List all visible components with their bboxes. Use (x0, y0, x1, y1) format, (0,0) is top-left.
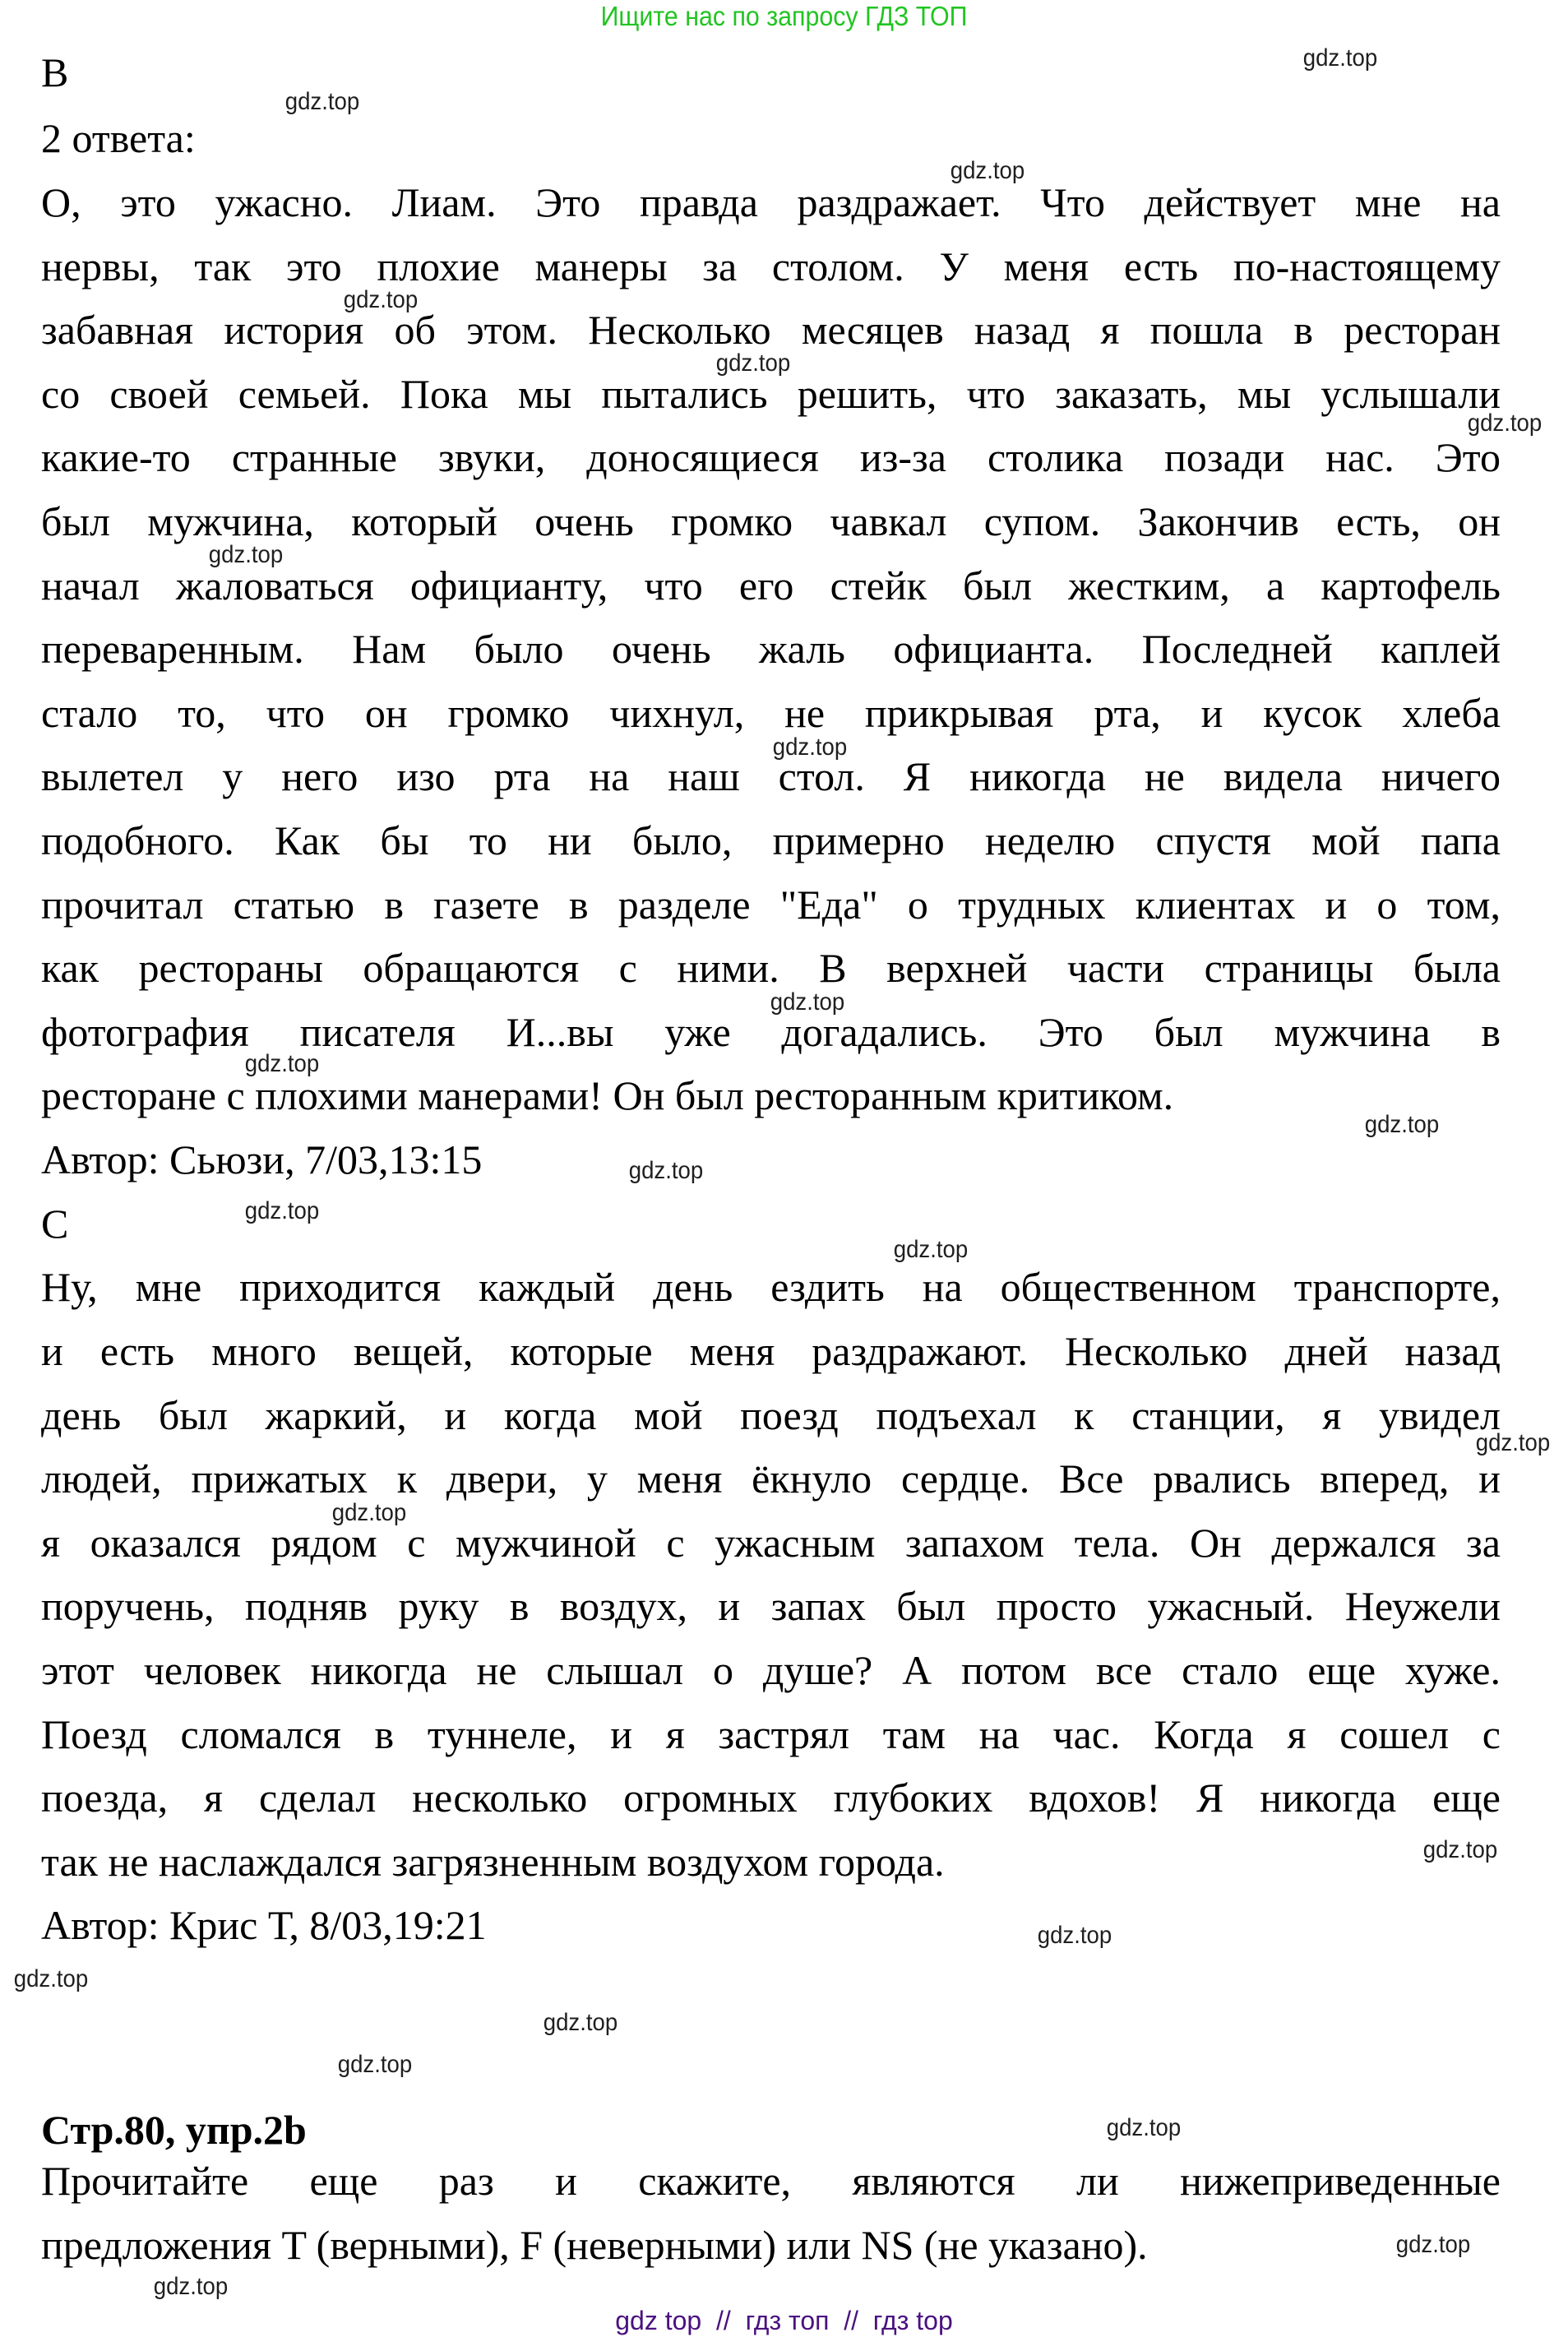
section-c-line: Ну, мне приходится каждый день ездить на общественном транспорте, (41, 1264, 1501, 1310)
section-b-line: фотография писателя И...вы уже догадались. Это был мужчина в (41, 1009, 1501, 1055)
section-c-line: этот человек никогда не слышал о душе? А потом все стало еще хуже. (41, 1647, 1501, 1693)
watermark-text: gdz.top (628, 1157, 704, 1184)
section-b-line: со своей семьей. Пока мы пытались решить, что заказать, мы услышали (41, 371, 1501, 417)
section-b-letter: B (41, 49, 69, 95)
watermark-text: gdz.top (1475, 1429, 1551, 1456)
watermark-text: gdz.top (950, 157, 1025, 184)
section-b-line: какие-то странные звуки, доносящиеся из-за столика позади нас. Это (41, 434, 1501, 480)
section-b-line: забавная история об этом. Несколько месяцев назад я пошла в ресторан (41, 307, 1501, 353)
section-c-letter: C (41, 1201, 69, 1247)
watermark-text: gdz.top (343, 286, 419, 313)
exercise-instruction-line: предложения T (верными), F (неверными) или NS (не указано). (41, 2222, 1148, 2268)
watermark-text: gdz.top (893, 1236, 969, 1263)
section-c-line: день был жаркий, и когда мой поезд подъехал к станции, я увидел (41, 1392, 1501, 1438)
section-c-line: так не наслаждался загрязненным воздухом города. (41, 1839, 945, 1885)
watermark-text: gdz.top (1395, 2231, 1471, 2258)
watermark-text: gdz.top (770, 988, 845, 1016)
section-c-line: я оказался рядом с мужчиной с ужасным запахом тела. Он держался за (41, 1520, 1501, 1566)
watermark-text: gdz.top (1422, 1836, 1498, 1863)
section-c-line: поезда, я сделал несколько огромных глубоких вдохов! Я никогда еще (41, 1775, 1501, 1821)
exercise-heading: Стр.80, упр.2b (41, 2107, 307, 2153)
watermark-text: gdz.top (715, 349, 791, 377)
watermark-text: gdz.top (1364, 1111, 1440, 1138)
section-b-author: Автор: Сьюзи, 7/03,13:15 (41, 1136, 483, 1182)
watermark-text: gdz.top (284, 88, 360, 115)
search-banner: Ищите нас по запросу ГДЗ ТОП (600, 1, 968, 31)
watermark-text: gdz.top (208, 541, 284, 568)
section-c-line: поручень, подняв руку в воздух, и запах был просто ужасный. Неужели (41, 1583, 1501, 1629)
watermark-text: gdz.top (337, 2051, 413, 2078)
watermark-text: gdz.top (13, 1965, 89, 1992)
section-b-line: нервы, так это плохие манеры за столом. У меня есть по-настоящему (41, 243, 1501, 289)
watermark-text: gdz.top (543, 2009, 618, 2036)
watermark-text: gdz.top (1467, 410, 1543, 437)
section-c-line: Поезд сломался в туннеле, и я застрял там на час. Когда я сошел с (41, 1711, 1501, 1757)
watermark-text: gdz.top (244, 1197, 320, 1224)
section-c-author: Автор: Крис Т, 8/03,19:21 (41, 1902, 487, 1948)
section-b-line: О, это ужасно. Лиам. Это правда раздражает. Что действует мне на (41, 179, 1501, 225)
watermark-text: gdz.top (772, 733, 848, 761)
watermark-text: gdz.top (1106, 2114, 1182, 2141)
answers-count-label: 2 ответа: (41, 115, 196, 161)
watermark-text: gdz.top (153, 2273, 229, 2300)
watermark-text: gdz.top (1302, 44, 1378, 72)
section-b-line: вылетел у него изо рта на наш стол. Я никогда не видела ничего (41, 753, 1501, 799)
footer-watermark: gdz top // гдз топ // гдз top (615, 2306, 953, 2335)
section-b-line: подобного. Как бы то ни было, примерно неделю спустя мой папа (41, 817, 1501, 863)
section-b-line: переваренным. Нам было очень жаль официанта. Последней каплей (41, 626, 1501, 672)
section-b-line: прочитал статью в газете в разделе "Еда" о трудных клиентах и о том, (41, 882, 1501, 928)
section-b-line: начал жаловаться официанту, что его стейк был жестким, а картофель (41, 562, 1501, 609)
section-b-line: ресторане с плохими манерами! Он был ресторанным критиком. (41, 1072, 1174, 1118)
watermark-text: gdz.top (331, 1499, 407, 1526)
section-b-line: стало то, что он громко чихнул, не прикрывая рта, и кусок хлеба (41, 690, 1501, 736)
watermark-text: gdz.top (1037, 1922, 1112, 1949)
section-b-line: был мужчина, который очень громко чавкал супом. Закончив есть, он (41, 498, 1501, 544)
watermark-text: gdz.top (244, 1050, 320, 1077)
section-c-line: и есть много вещей, которые меня раздражают. Несколько дней назад (41, 1328, 1501, 1374)
exercise-instruction-line: Прочитайте еще раз и скажите, являются ли нижеприведенные (41, 2158, 1501, 2204)
section-c-line: людей, прижатых к двери, у меня ёкнуло сердце. Все рвались вперед, и (41, 1455, 1501, 1502)
section-b-line: как рестораны обращаются с ними. В верхней части страницы была (41, 945, 1501, 991)
